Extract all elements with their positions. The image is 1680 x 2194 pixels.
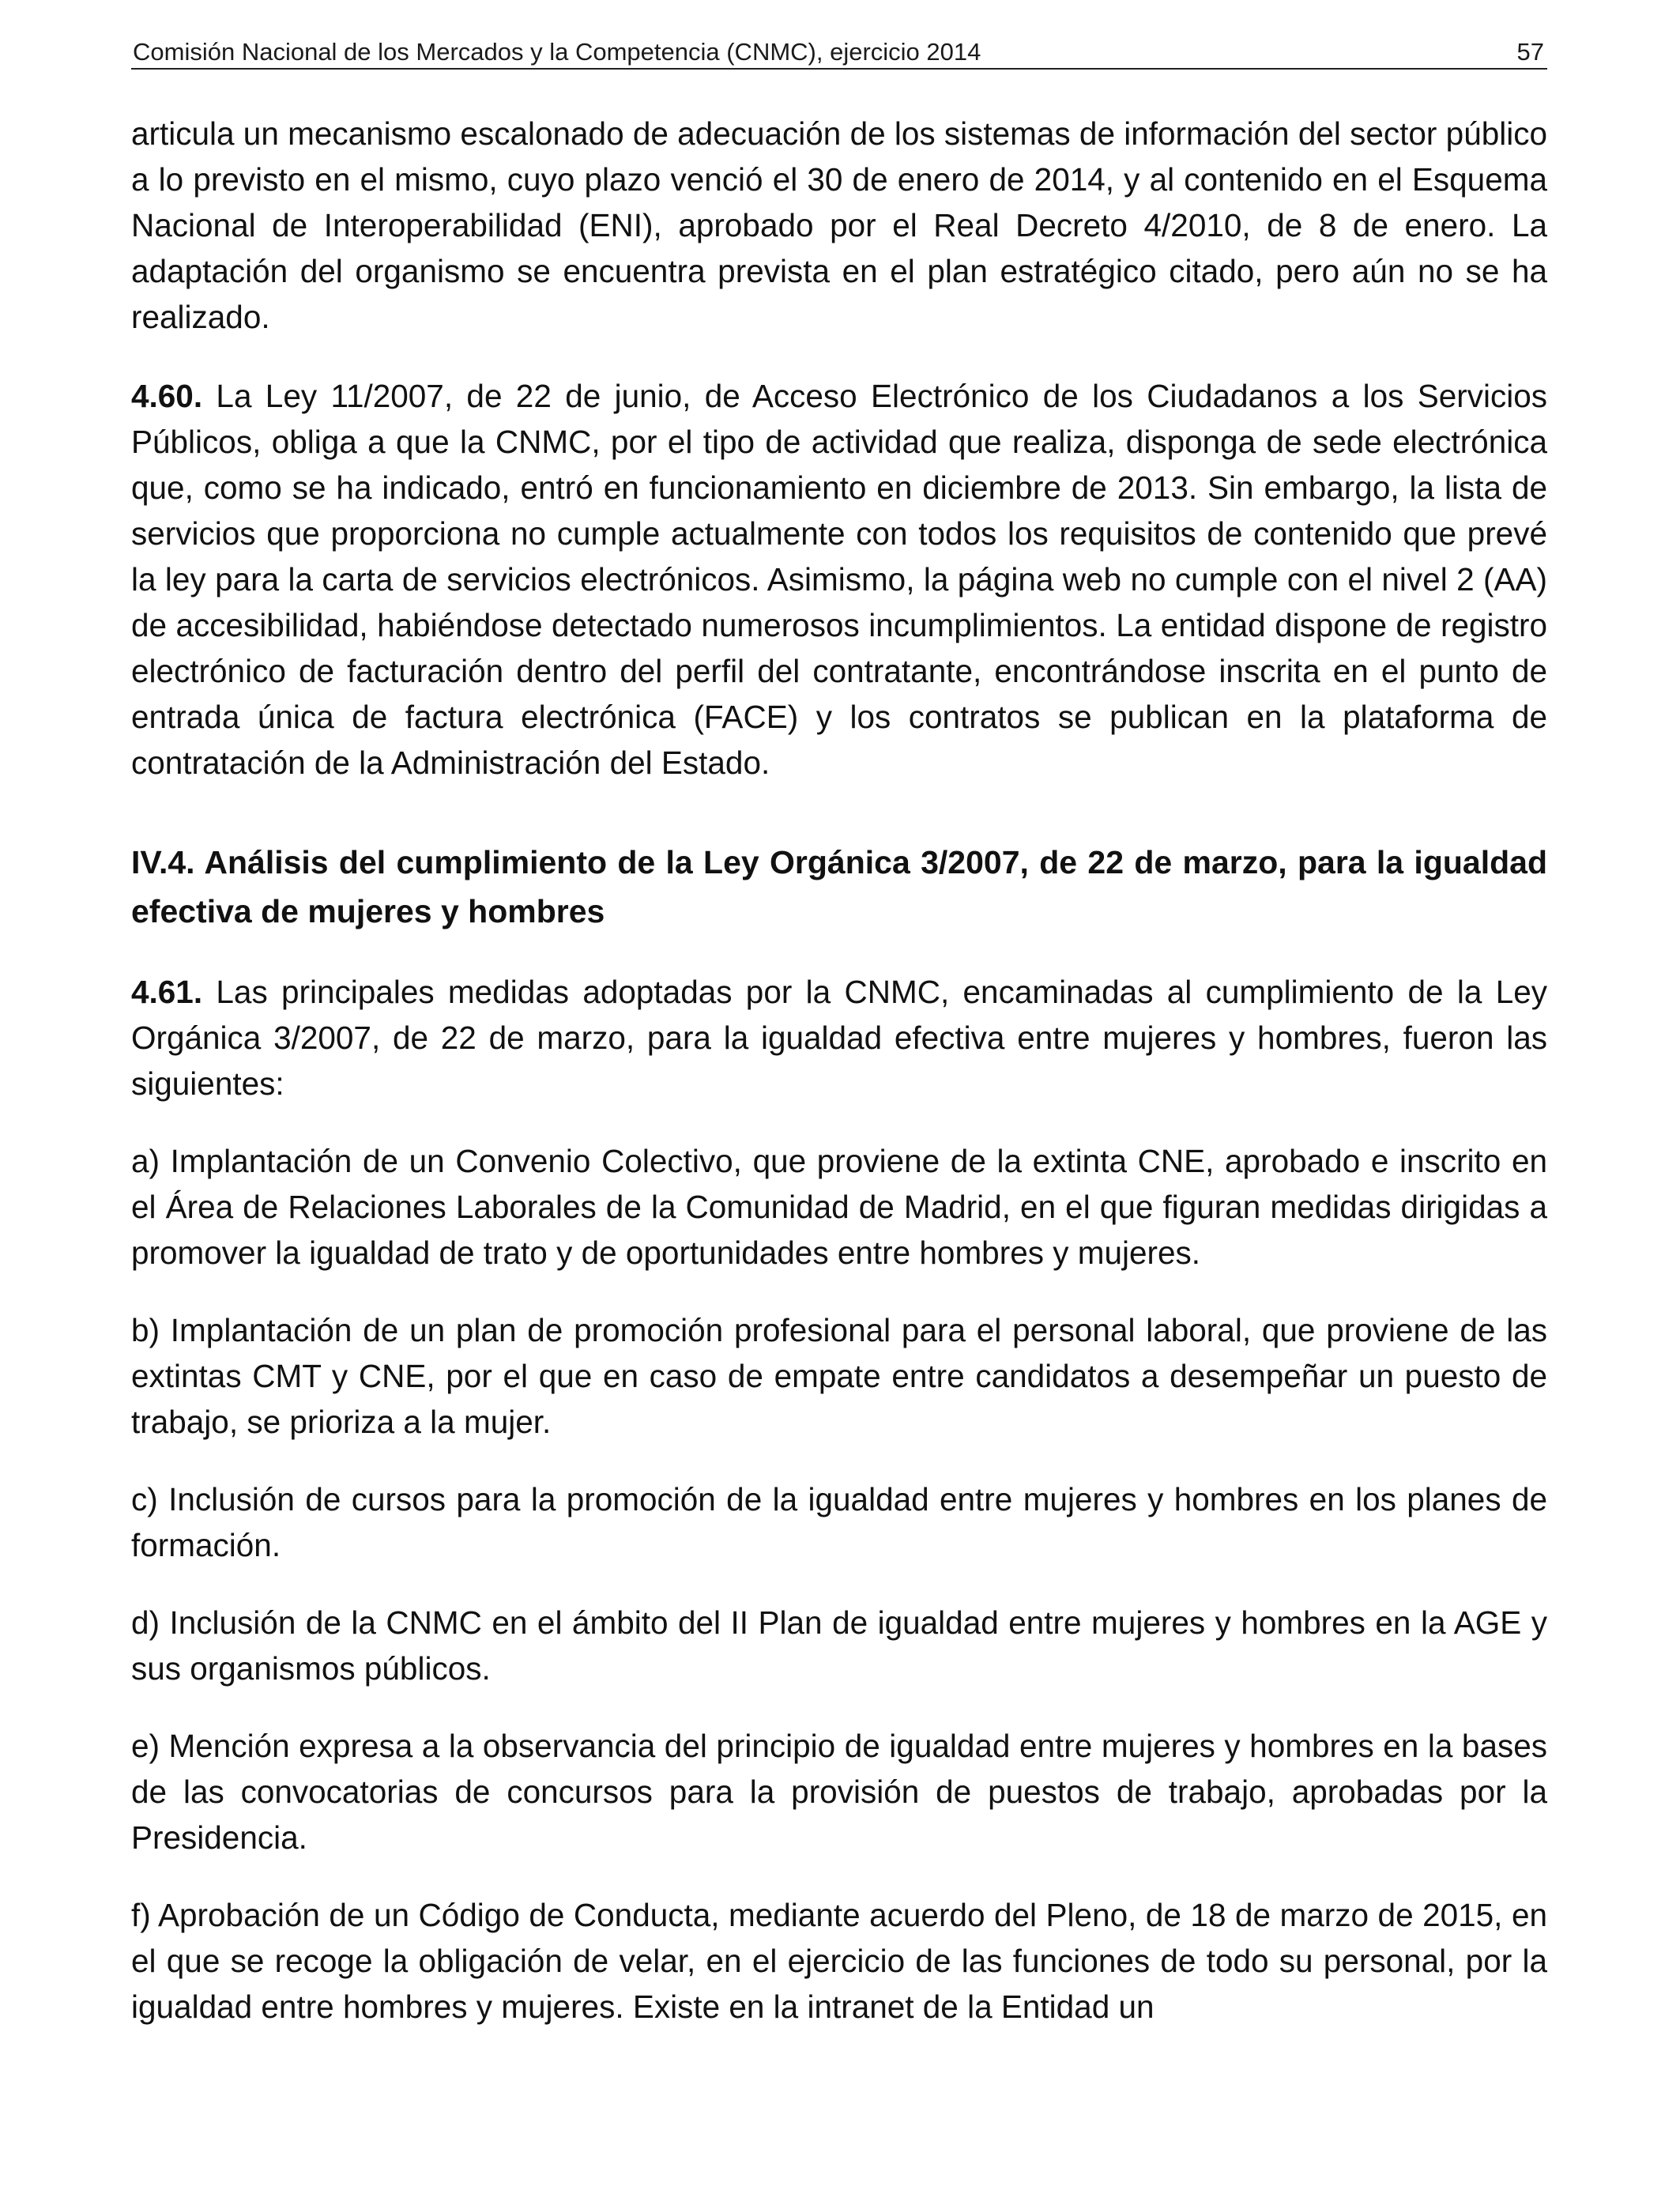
body-text — [131, 111, 1547, 2061]
list-item-b: b) Implantación de un plan de promoción profesional para el personal laboral, que proviene de las extintas CMT y CNE, por el que en caso de empate entre candidatos a desempeñar un puesto de trabajo, se prioriza a la mujer. — [131, 1312, 1547, 1440]
list-item-e: e) Mención expresa a la observancia del principio de igualdad entre mujeres y hombres en la bases de las convocatorias de concursos para la provisión de puestos de trabajo, aprobadas por la Presidencia. — [131, 1728, 1547, 1856]
list-item-f: f) Aprobación de un Código de Conducta, mediante acuerdo del Pleno, de 18 de marzo de 2015, en el que se recoge la obligación de velar, en el ejercicio de las funciones de todo su personal, por la igualdad entre hombres y mujeres. Existe en la intranet de la Entidad un — [131, 1897, 1547, 2025]
paragraph-text: La Ley 11/2007, de 22 de junio, de Acceso Electrónico de los Ciudadanos a los Servicios Públicos, obliga a que la CNMC, por el tipo de actividad que realiza, disponga de sede electrónica que, como se ha indicado, entró en funcionamiento en diciembre de 2013. Sin embargo, la lista de servicios que proporciona no cumple actualmente con todos los requisitos de contenido que prevé la ley para la carta de servicios electrónicos. Asimismo, la página web no cumple con el nivel 2 (AA) de accesibilidad, habiéndose detectado numerosos incumplimientos. La entidad dispone de registro electrónico de facturación dentro del perfil del contratante, encontrándose inscrita en el punto de entrada única de factura electrónica (FACE) y los contratos se publican en la plataforma de contratación de la Administración del Estado. — [131, 378, 1547, 781]
header-title: Comisión Nacional de los Mercados y la Competencia (CNMC), ejercicio 2014 — [133, 38, 981, 66]
paragraph-text: Las principales medidas adoptadas por la CNMC, encaminadas al cumplimiento de la Ley Orgánica 3/2007, de 22 de marzo, para la igualdad efectiva entre mujeres y hombres, fueron las siguientes: — [131, 974, 1547, 1102]
list-item-c: c) Inclusión de cursos para la promoción de la igualdad entre mujeres y hombres en los planes de formación. — [131, 1481, 1547, 1563]
paragraph-4-61 — [131, 969, 1547, 1106]
list-item-d: d) Inclusión de la CNMC en el ámbito del II Plan de igualdad entre mujeres y hombres en la AGE y sus organismos públicos. — [131, 1604, 1547, 1687]
document-page — [131, 0, 1547, 2194]
paragraph-4-60 — [131, 373, 1547, 786]
running-header — [131, 33, 1547, 70]
section-heading: IV.4. Análisis del cumplimiento de la Ley Orgánica 3/2007, de 22 de marzo, para la igualdad efectiva de mujeres y hombres — [131, 844, 1547, 929]
list-item-a: a) Implantación de un Convenio Colectivo, que proviene de la extinta CNE, aprobado e inscrito en el Área de Relaciones Laborales de la Comunidad de Madrid, en el que figuran medidas dirigidas a promover la igualdad de trato y de oportunidades entre hombres y mujeres. — [131, 1143, 1547, 1271]
page-number: 57 — [1516, 38, 1544, 66]
paragraph-number: 4.60. — [131, 378, 203, 414]
intro-paragraph: articula un mecanismo escalonado de adecuación de los sistemas de información del sector público a lo previsto en el mismo, cuyo plazo venció el 30 de enero de 2014, y al contenido en el Esquema Nacional de Interoperabilidad (ENI), aprobado por el Real Decreto 4/2010, de 8 de enero. La adaptación del organismo se encuentra prevista en el plan estratégico citado, pero aún no se ha realizado. — [131, 115, 1548, 335]
paragraph-number: 4.61. — [131, 974, 203, 1010]
